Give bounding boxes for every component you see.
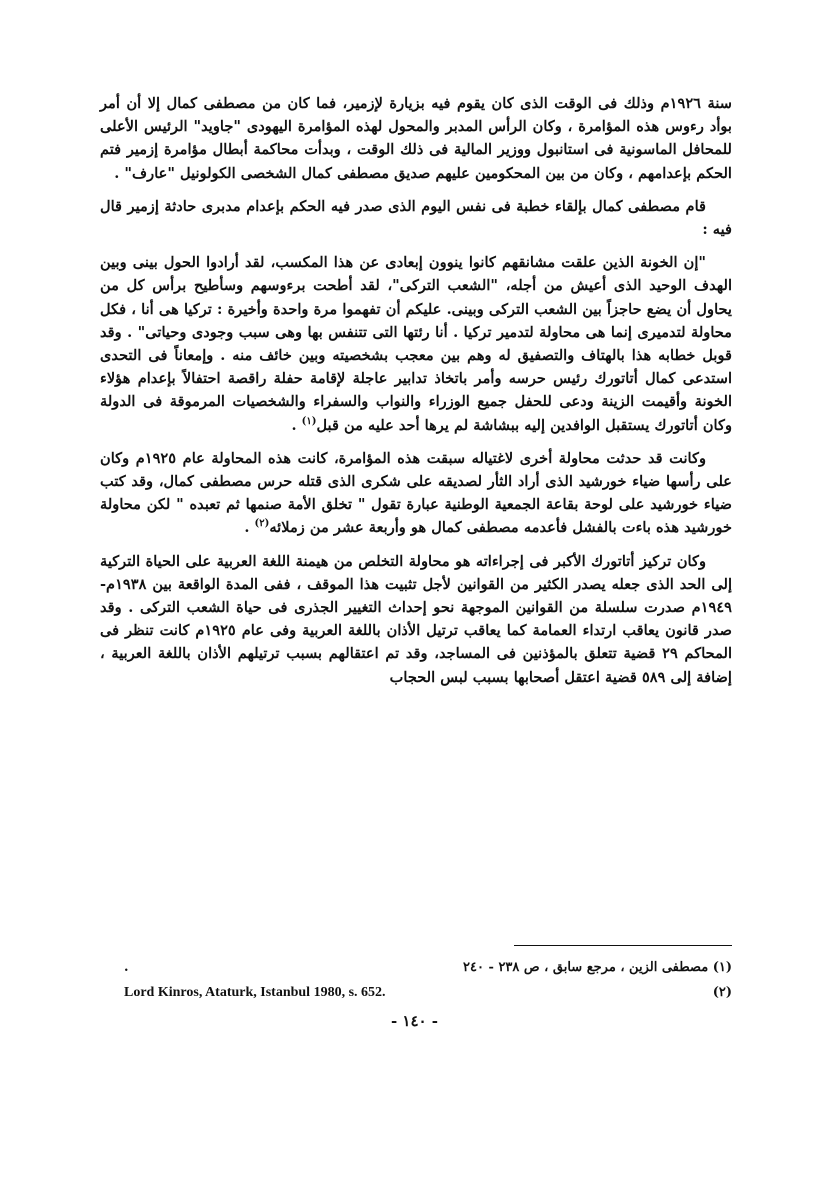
footnotes	[100, 960, 732, 1010]
paragraph-text: "إن الخونة الذين علقت مشانقهم كانوا ينوون إبعادى عن هذا المكسب، لقد أرادوا الحول بينى وبين الهدف الوحيد الذى أعيش من أجله، "الشعب التركى"، لقد أطحت برءوسهم وسأطيح برأس كل من يحاول أن يضع حاجزاً بين الشعب التركى وبينى. عليكم أن تفهموا مرة واحدة وأخيرة : تركيا هى أنا ، فكل محاولة لتدميرى إنما هى محاولة لتدمير تركيا . أنا رئتها التى تتنفس بها وهى سبب وجودى وحياتى" . وقد قوبل خطابه هذا بالهتاف والتصفيق له وهم بين معجب بشخصيته وبين خائف منه . وإمعاناً فى التحدى استدعى كمال أتاتورك رئيس حرسه وأمر باتخاذ تدابير عاجلة لإقامة حفلة راقصة احتفالاً بإعدام هؤلاء الخونة وأقيمت الزينة ودعى للحفل جميع الوزراء والنواب والسفراء والشخصيات المرموقة فى الدولة وكان أتاتورك يستقبل الوافدين إليه ببشاشة لم يرها أحد عليه من قبل	[100, 254, 732, 434]
paragraph-text: وكان تركيز أتاتورك الأكبر فى إجراءاته هو محاولة التخلص من هيمنة اللغة العربية على الحياة التركية إلى الحد الذى جعله يصدر الكثير من القوانين لأجل تثبيت هذا الموقف ، ففى المدة الواقعة بين ١٩٣٨م- ١٩٤٩م صدرت سلسلة من القوانين الموجهة نحو إحداث التغيير الجذرى فى حياة الشعب التركى . وقد صدر قانون يعاقب ارتداء العمامة كما يعاقب ترتيل الأذان باللغة العربية وفى عام ١٩٢٥م كانت تنظر فى المحاكم ٢٩ قضية تتعلق بالمؤذنين فى المساجد، وقد تم اعتقالهم بسبب ترتيلهم الأذان باللغة العربية ، إضافة إلى ٥٨٩ قضية اعتقل أصحابها بسبب لبس الحجاب	[100, 552, 733, 686]
page-number: - ١٤٠ -	[390, 1012, 439, 1030]
footnote-1	[100, 960, 732, 985]
footnote-ref-1: (١)	[301, 415, 317, 427]
paragraph-text: وكانت قد حدثت محاولة أخرى لاغتياله سبقت هذه المؤامرة، كانت هذه المحاولة عام ١٩٢٥م وكان على رأسها ضياء خورشيد الذى أراد الثأر لصديقه على شكرى الذى قتله حرس مصطفى كمال، وقد كتب ضياء خورشيد على لوحة بقاعة الجمعية الوطنية عبارة تقول " تخلق الأمة صنمها ثم تعبده " لكن محاولة خورشيد هذه باءت بالفشل فأعدمه مصطفى كمال هو وأربعة عشر من زملائه	[100, 449, 732, 537]
paragraph-5	[100, 550, 732, 689]
footnote-citation: مصطفى الزين ، مرجع سابق ، ص ٢٣٨ - ٢٤٠	[463, 960, 709, 975]
footnote-ref-2: (٢)	[254, 518, 270, 530]
footnote-marker: (٢)	[712, 985, 732, 1000]
paragraph-4	[100, 447, 732, 540]
footnote-2-citation: Lord Kinros, Ataturk, Istanbul 1980, s. 652.	[124, 985, 386, 1000]
paragraph-text: سنة ١٩٢٦م وذلك فى الوقت الذى كان يقوم فيه بزيارة لإزمير، فما كان من مصطفى كمال إلا أن أمر بوأد رءوس هذه المؤامرة ، وكان الرأس المدبر والمحول لهذه المؤامرة اليهودى "جاويد" الرئيس الأعلى للمحافل الماسونية فى استانبول ووزير المالية فى ذلك الوقت ، وبدأت محاكمة أبطال مؤامرة إزمير فتم الحكم بإعدامهم ، وكان من بين المحكومين عليهم صديق مصطفى كمال الشخصى الكولونيل "عارف" .	[100, 95, 732, 182]
body-text	[100, 92, 732, 699]
footnote-divider	[514, 945, 732, 946]
paragraph-text: قام مصطفى كمال بإلقاء خطبة فى نفس اليوم الذى صدر فيه الحكم بإعدام مدبرى حادثة إزمير قال فيه :	[100, 197, 732, 239]
footnote-1-text	[463, 960, 732, 975]
footnote-marker: (١)	[712, 960, 732, 975]
paragraph-3	[100, 251, 732, 437]
paragraph-tail: .	[244, 519, 255, 537]
footnote-trailing-dot: .	[124, 960, 129, 975]
paragraph-tail: .	[291, 416, 302, 434]
paragraph-2	[100, 195, 732, 241]
paragraph-1	[100, 92, 732, 185]
footnote-2	[100, 985, 732, 1010]
